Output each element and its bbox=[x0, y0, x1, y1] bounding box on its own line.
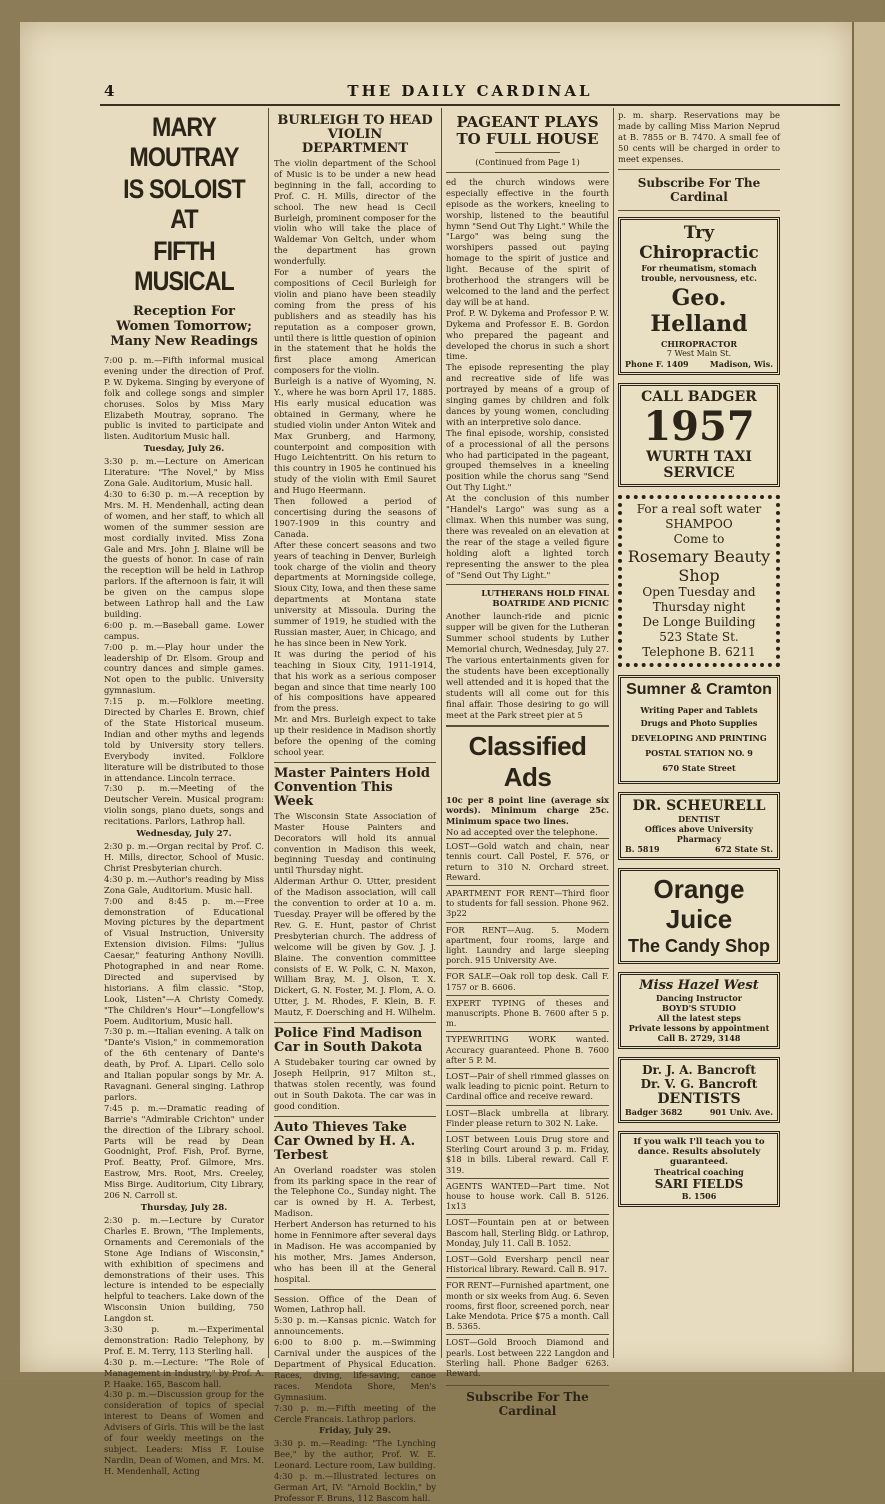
paragraph: p. m. sharp. Reservations may be made by calling Miss Marion Neprud at B. 7855 or B. 7470. A small fee of 50 cents will be charged in order to meet expenses. bbox=[618, 110, 780, 164]
ad-text: All the latest steps bbox=[657, 1012, 741, 1023]
article-headline: LUTHERANS HOLD FINAL BOATRIDE AND PICNIC bbox=[481, 589, 609, 610]
paragraph: The final episode, worship, consisted of a processional of all the persons who had participated in the pageant, grouped themselves in a kneeling position while the chorus sang "Send Out Thy Light." bbox=[446, 427, 609, 493]
ad-text: Open Tuesday and bbox=[642, 584, 756, 599]
masthead-rule bbox=[100, 104, 840, 106]
ad-heading: Try Chiropractic bbox=[639, 222, 759, 263]
date-heading: Friday, July 29. bbox=[319, 1426, 391, 1437]
ad-address: 901 Univ. Ave. bbox=[709, 1106, 773, 1117]
page-number: 4 bbox=[104, 82, 115, 100]
ad-heading: CALL BADGER bbox=[641, 388, 757, 405]
subheadline: Reception For Women Tomorrow; Many New Readings bbox=[110, 304, 258, 349]
ad-text: SERVICE bbox=[663, 464, 735, 481]
ad-heading: Sumner & Cramton bbox=[626, 680, 772, 698]
dentist-ad bbox=[618, 792, 780, 860]
ad-text: CHIROPRACTOR bbox=[660, 338, 738, 349]
subscribe-banner: Subscribe For The Cardinal bbox=[637, 175, 761, 204]
classified-ad: LOST—Gold watch and chain, near tennis court. Call Postel, F. 576, or return to 310 N. Orchard street. Reward. bbox=[446, 838, 609, 885]
date-heading: Wednesday, July 27. bbox=[136, 829, 232, 840]
ad-text: BOYD'S STUDIO bbox=[662, 1002, 736, 1013]
ad-text: DENTIST bbox=[678, 813, 720, 824]
column-3 bbox=[446, 110, 609, 1419]
classified-ad: LOST—Fountain pen at or between Bascom hall, Sterling Bldg. or Lathrop, Monday, July 11. Call B. 1052. bbox=[446, 1214, 609, 1251]
classified-ad: LOST—Gold Brooch Diamond and pearls. Lost between 222 Langdon and Sterling hall. Phone Badger 6263. Reward. bbox=[446, 1334, 609, 1381]
dance-lessons-ad bbox=[618, 1131, 780, 1207]
headline-line: IS SOLOIST AT bbox=[123, 174, 245, 234]
ad-heading: Dr. J. A. Bancroft bbox=[642, 1062, 756, 1077]
paragraph: 7:15 p. m.—Folklore meeting. Directed by Charles E. Brown, chief of the State Historical museum. Indian and other myths and legends told by University story tellers. Everybody invited. Folklore literature will be distributed to those in attendance. Lincoln terrace. bbox=[104, 696, 264, 783]
classified-ad: FOR RENT—Furnished apartment, one month or six weeks from Aug. 6. Seven rooms, first floor, screened porch, near Lake Mendota. Price $75 a month. Call B. 5365. bbox=[446, 1277, 609, 1334]
article-headline: BURLEIGH TO HEAD VIOLIN DEPARTMENT bbox=[277, 113, 433, 156]
ad-text: WURTH TAXI bbox=[646, 448, 752, 465]
dance-instructor-ad bbox=[618, 972, 780, 1049]
divider bbox=[446, 584, 609, 585]
date-heading: Thursday, July 28. bbox=[140, 1202, 228, 1213]
divider bbox=[446, 172, 609, 173]
paragraph: After these concert seasons and two years of teaching in Denver, Burleigh took charge of the violin and theory departments at Morningside college, Sioux City, Iowa, and then these same departments at Montana state university at Missoula. During the summer of 1919, he studied with the Russian master, Auer, in Chicago, and he has since been in New York. bbox=[274, 539, 436, 648]
ad-text: 523 State St. bbox=[659, 629, 739, 644]
paragraph: 7:30 p. m.—Italian evening. A talk on "Dante's Vision," in commemoration of the 6th centenary of Dante's death, by Prof. A. Lipari. Cello solo and Italian popular songs by Mr. A. Ravagnani. General singing. Lathrop parlors. bbox=[104, 1026, 264, 1102]
ad-phone: Call B. 2729, 3148 bbox=[657, 1032, 741, 1043]
ad-text: For a real soft water bbox=[636, 501, 762, 516]
paragraph: Herbert Anderson has returned to his home in Fennimore after several days in Madison. He was accompanied by his mother, Mrs. James Anderson, who has been ill at the General hospital. bbox=[274, 1219, 436, 1284]
ad-heading: Miss Hazel West bbox=[639, 977, 759, 993]
paragraph: 7:45 p. m.—Dramatic reading of Barrie's "Admirable Crichton" under the direction of the Library school. Parts will be read by Dean Goodnight, Prof. Fish, Prof. Byrne, Prof. Beatty, Prof. Gilmore, Mrs. Eastrow, Mrs. Root, Mrs. Creeley, Miss Birge. Auditorium, City Library, 206 N. Carroll st. bbox=[104, 1102, 264, 1201]
classified-ad: LOST—Gold Eversharp pencil near Historical library. Reward. Call B. 917. bbox=[446, 1251, 609, 1277]
divider bbox=[274, 762, 436, 763]
paragraph: A Studebaker touring car owned by Joseph Heilprin, 917 Milton st., thatwas stolen recently, was found out in South Dakota. The car was in good condition. bbox=[274, 1057, 436, 1111]
headline-line: MARY MOUTRAY bbox=[129, 112, 239, 172]
ad-text: Telephone B. 6211 bbox=[642, 644, 756, 659]
ad-text: Private lessons by appointment bbox=[628, 1022, 770, 1033]
column-rule bbox=[613, 108, 614, 1358]
ad-address: 672 State St. bbox=[715, 843, 773, 854]
ad-text: Come to bbox=[673, 531, 725, 546]
article-headline: PAGEANT PLAYS TO FULL HOUSE bbox=[456, 113, 599, 148]
paragraph: Prof. P. W. Dykema and Professor P. W. Dykema and Professor E. B. Gordon who prepared the pageant and developed the chorus in such a short time. bbox=[446, 307, 609, 362]
classified-ad: FOR SALE—Oak roll top desk. Call F. 1757 or B. 6606. bbox=[446, 968, 609, 994]
paragraph: Another launch-ride and picnic supper will be given for the Lutheran Summer school students by Luther Memorial church, Wednesday, July 27. The various entertainments given for the students have been exceptionally well attended and it is hoped that the students will all come out for this final affair. Those desiring to go will meet at the Park street pier at 5 bbox=[446, 611, 609, 720]
bancroft-dentists-ad bbox=[618, 1057, 780, 1123]
divider bbox=[446, 1385, 609, 1386]
ad-address: 670 State Street bbox=[662, 762, 736, 773]
ad-name: Shop bbox=[678, 565, 720, 585]
ad-name: Rosemary Beauty bbox=[627, 546, 771, 566]
beauty-shop-ad bbox=[618, 495, 780, 667]
continued-note: (Continued from Page 1) bbox=[475, 157, 580, 167]
classified-ad: LOST between Louis Drug store and Sterling Court around 3 p. m. Friday, $18 in bills. Liberal reward. Call F. 319. bbox=[446, 1131, 609, 1178]
classified-ad: FOR RENT—Aug. 5. Modern apartment, four rooms, large and light. Laundry and large sleeping porch. 915 University Ave. bbox=[446, 922, 609, 969]
ad-phone: Phone F. 1409 bbox=[625, 358, 689, 369]
ad-name: Geo. Helland bbox=[650, 284, 748, 337]
paragraph: The episode representing the play and recreative side of life was portrayed by means of a group of singing games by children and folk dances by young women, concluding with an interpretive solo dance. bbox=[446, 362, 609, 427]
paragraph: Then followed a period of concertising during the seasons of 1907-1909 in this country and Canada. bbox=[274, 496, 436, 539]
paragraph: 7:30 p. m.—Meeting of the Deutscher Verein. Musical program: violin songs, piano duets, songs and recitations. Parlors, Lathrop hall. bbox=[104, 783, 264, 827]
classified-list bbox=[446, 838, 609, 1381]
paragraph: 6:00 to 8:00 p. m.—Swimming Carnival under the auspices of the Department of Physical Education. Races, diving, life-saving, canoe races. Mendota Shore, Men's Gymnasium. bbox=[274, 1337, 436, 1402]
article-headline: Master Painters Hold Convention This Week bbox=[274, 765, 430, 809]
paragraph: 7:00 p. m.—Fifth informal musical evening under the direction of Prof. P. W. Dykema. Singing by everyone of folk and college songs and simpler choruses. Solos by Miss Mary Elizabeth Moutray, soprano. The public is invited to participate and listen. Auditorium Music hall. bbox=[104, 355, 264, 442]
masthead-title: THE DAILY CARDINAL bbox=[347, 82, 593, 100]
paragraph: 6:00 p. m.—Baseball game. Lower campus. bbox=[104, 619, 264, 641]
subscribe-banner: Subscribe For The Cardinal bbox=[466, 1390, 589, 1419]
paragraph: An Overland roadster was stolen from its parking space in the rear of the Telephone Co., Sunday night. The car is owned by H. A. Terbest, Madison. bbox=[274, 1164, 436, 1219]
ad-text: Offices above University Pharmacy bbox=[644, 823, 754, 844]
ad-text: SHAMPOO bbox=[665, 516, 733, 531]
classified-ads-title: Classified Ads bbox=[468, 730, 587, 792]
date-heading: Tuesday, July 26. bbox=[143, 444, 225, 455]
paragraph: ed the church windows were especially effective in the fourth episode as the workers, kneeling to worship, listened to the beautiful hymn "Send Out Thy Light." While the "Largo" was being sung the worshipers passed out paying homage to the spirit of justice and light. Because of the spirit of brotherhood the strangers will be welcomed to the land and the perfect day will be at hand. bbox=[446, 176, 609, 307]
ad-address: 7 West Main St. bbox=[666, 348, 732, 358]
ad-city: Madison, Wis. bbox=[709, 358, 773, 369]
classified-ad: TYPEWRITING WORK wanted. Accuracy guaranteed. Phone B. 7600 after 5 P. M. bbox=[446, 1031, 609, 1068]
ad-text: Dancing Instructor bbox=[656, 992, 742, 1003]
chiropractic-ad bbox=[618, 217, 780, 375]
ad-phone-number: 1957 bbox=[643, 402, 755, 450]
paragraph: 4:30 p. m.—Author's reading by Miss Zona Gale, Auditorium. Music hall. bbox=[104, 873, 264, 895]
ad-text: POSTAL STATION NO. 9 bbox=[645, 747, 753, 758]
paragraph: 3:30 p. m.—Reading: "The Lynching Bee," by the author, Prof. W. E. Leonard. Lecture room, Law building. bbox=[274, 1438, 436, 1471]
ad-heading: DR. SCHEURELL bbox=[632, 797, 766, 814]
paragraph: 4:30 p. m.—Lecture: "The Role of Management in Industry," by Prof. A. P. Haake. 165, Bascom hall. bbox=[104, 1356, 264, 1389]
paragraph: For a number of years the compositions of Cecil Burleigh for violin and piano have been steadily coming from the press of his publishers and as steadily has his reputation as a composer grown, until there is little question of opinion in the statement that he holds the first place among American composers for the violin. bbox=[274, 267, 436, 376]
taxi-ad bbox=[618, 383, 780, 487]
paragraph: 7:00 and 8:45 p. m.—Free demonstration of Educational Moving pictures by the department of Visual Instruction, University Extension division. Films: "Julius Caesar," featuring Anthony Novilli. Photographed in and near Rome. Directed and supervised by historians. A film classic. "Stop, Look, Listen"—A Christy Comedy. "The Children's Hour"—Longfellow's Poem. Auditorium, Music hall. bbox=[104, 895, 264, 1026]
classified-rates: 10c per 8 point line (average six words). Minimum charge 25c. Minimum space two lines. bbox=[446, 794, 609, 827]
column-4 bbox=[618, 110, 780, 1358]
ad-heading: Dr. V. G. Bancroft bbox=[640, 1076, 758, 1091]
classified-ad: LOST—Pair of shell rimmed glasses on walk leading to picnic point. Return to Cardinal office and receive reward. bbox=[446, 1068, 609, 1105]
paragraph: The violin department of the School of Music is to be under a new head beginning in the fall, according to Prof. C. H. Mills, director of the school. The new head is Cecil Burleigh, prominent composer for the violin who will take the place of Waldemar Von Geltch, under whom the department has grown wonderfully. bbox=[274, 158, 436, 267]
classified-ad: EXPERT TYPING of theses and manuscripts. Phone B. 7600 after 5 p. m. bbox=[446, 995, 609, 1032]
divider bbox=[274, 1022, 436, 1023]
classified-ad: APARTMENT FOR RENT—Third floor to students for fall session. Phone 962. 3p22 bbox=[446, 885, 609, 922]
classified-notice: No ad accepted over the telephone. bbox=[446, 827, 598, 838]
paragraph: Mr. and Mrs. Burleigh expect to take up their residence in Madison shortly before the opening of the coming school year. bbox=[274, 714, 436, 757]
divider bbox=[618, 210, 780, 211]
headline-line: FIFTH MUSICAL bbox=[134, 236, 234, 296]
article-headline: Police Find Madison Car in South Dakota bbox=[274, 1026, 423, 1056]
ad-text: Theatrical coaching bbox=[654, 1166, 744, 1177]
divider bbox=[446, 725, 609, 727]
classified-ad: LOST—Black umbrella at library. Finder please return to 302 N. Lake. bbox=[446, 1105, 609, 1131]
ad-text: DEVELOPING AND PRINTING bbox=[631, 732, 767, 743]
ad-text: Drugs and Photo Supplies bbox=[640, 717, 758, 728]
ad-text: Writing Paper and Tablets bbox=[640, 704, 758, 715]
column-2 bbox=[274, 110, 436, 1503]
ad-phone: B. 1506 bbox=[681, 1190, 717, 1201]
divider bbox=[274, 1116, 436, 1117]
ad-text: For rheumatism, stomach trouble, nervousness, etc. bbox=[641, 262, 757, 283]
paragraph: It was during the period of his teaching in Sioux City, 1911-1914, that his work as a serious composer began and since that time nearly 100 of his compositions have appeared from the press. bbox=[274, 648, 436, 714]
paragraph: 3:30 p. m.—Lecture on American Literature: "The Novel," by Miss Zona Gale. Auditorium, Music hall. bbox=[104, 456, 264, 489]
paragraph: 7:00 p. m.—Play hour under the leadership of Dr. Elsom. Group and country dances and simple games. Not open to the public. University gymnasium. bbox=[104, 641, 264, 696]
paragraph: 5:30 p. m.—Kansas picnic. Watch for announcements. bbox=[274, 1315, 436, 1337]
candy-shop-ad bbox=[618, 868, 780, 964]
ad-phone: B. 5819 bbox=[625, 843, 660, 854]
paragraph: 4:30 p. m.—Illustrated lectures on German Art, IV: "Arnold Bocklin," by Professor F. Bruns, 112 Bascom hall. bbox=[274, 1471, 436, 1503]
ad-contact-row bbox=[625, 1107, 773, 1117]
paragraph: 3:30 p. m.—Experimental demonstration: Radio Telephony, by Prof. E. M. Terry, 113 Sterling hall. bbox=[104, 1324, 264, 1356]
ad-name: The Candy Shop bbox=[627, 935, 770, 956]
paragraph: Burleigh is a native of Wyoming, N. Y., where he was born April 17, 1885. His early musical education was obtained in Germany, where he studied violin under Anton Witek and Max Grunberg, and Harmony, counterpoint and composition with Hugo Leichtentritt. On his return to this country in 1905 he continued his study of the violin with Emil Sauret and Hugo Heermann. bbox=[274, 376, 436, 496]
pharmacy-ad bbox=[618, 675, 780, 784]
ad-text: De Longe Building bbox=[642, 614, 756, 629]
paragraph: The Wisconsin State Association of Master House Painters and Decorators will hold its annual convention in Madison this week, beginning Tuesday and continuing until Thursday night. bbox=[274, 810, 436, 876]
column-rule bbox=[268, 108, 269, 1358]
paragraph: 2:30 p. m.—Lecture by Curator Charles E. Brown, "The Implements, Ornaments and Ceremonials of the Stone Age Indians of Wisconsin," with exhibition of specimens and demonstrations of their uses. This lecture is intended to be especially helpful to teachers. Lake down of the Wisconsin Union building, 750 Langdon st. bbox=[104, 1214, 264, 1324]
column-rule bbox=[441, 108, 442, 1358]
divider bbox=[274, 1289, 436, 1290]
ad-text: Thursday night bbox=[652, 599, 746, 614]
article-headline: Auto Thieves Take Car Owned by H. A. Terbest bbox=[274, 1119, 416, 1163]
paragraph: 7:30 p. m.—Fifth meeting of the Cercle Francais. Lathrop parlors. bbox=[274, 1402, 436, 1424]
paragraph: Session. Office of the Dean of Women, Lathrop hall. bbox=[274, 1293, 436, 1315]
paragraph: Alderman Arthur O. Utter, president of the Madison association, will call the convention to order at 10 a. m. Tuesday. Prayer will be offered by the Rev. G. E. Hunt, pastor of Christ Presbyterian church. The address of welcome will be given by Gov. J. J. Blaine. The convention committee consists of E. W. Polk, C. N. Maxon, William Bray, M. J. Olson, T. X. Dickert, G. N. Foster, M. J. Flom, A. O. Utter, J. M. Rhodes, F. Klein, B. F. Mautz, F. Doersching and H. Wilhelm. bbox=[274, 876, 436, 1018]
ad-phone: Badger 3682 bbox=[625, 1106, 683, 1117]
classified-ad: AGENTS WANTED—Part time. Not house to house work. Call B. 5126. 1x13 bbox=[446, 1178, 609, 1215]
paragraph: At the conclusion of this number "Handel's Largo" was sung as a climax. When this number was sung, there was revealed on an elevation at the rear of the stage a veiled figure holding aloft a lighted torch representing the answer to the plea of "Send Out Thy Light." bbox=[446, 493, 609, 580]
paragraph: 4:30 p. m.—Discussion group for the consideration of topics of special interest to Deans of Women and Advisers of Girls. This will be the last of four weekly meetings on the subject. Leaders: Miss F. Louise Nardin, Dean of Women, and Mrs. M. H. Mendenhall, Acting bbox=[104, 1389, 264, 1476]
ad-name: DENTISTS bbox=[657, 1090, 741, 1107]
paragraph: 4:30 to 6:30 p. m.—A reception by Mrs. M. H. Mendenhall, acting dean of women, and her staff, to which all women of the summer session are most cordially invited. Miss Zona Gale and Mrs. John J. Blaine will be the guests of honor. In case of rain the reception will be held in Lathrop parlors. If the afternoon is fair, it will be given on the campus slope between Lathrop hall and the Law building. bbox=[104, 488, 264, 619]
divider bbox=[618, 169, 780, 170]
next-page-edge bbox=[852, 22, 885, 1372]
paragraph: 2:30 p. m.—Organ recital by Prof. C. H. Mills, director, School of Music. Christ Presbyterian church. bbox=[104, 841, 264, 873]
ad-contact-row bbox=[625, 359, 773, 369]
column-1 bbox=[104, 110, 264, 1476]
ad-text: If you walk I'll teach you to dance. Results absolutely guaranteed. bbox=[633, 1136, 765, 1167]
ad-heading: Orange Juice bbox=[653, 873, 745, 934]
ad-contact-row bbox=[625, 844, 773, 854]
divider bbox=[495, 152, 560, 153]
ad-name: SARI FIELDS bbox=[654, 1176, 744, 1191]
